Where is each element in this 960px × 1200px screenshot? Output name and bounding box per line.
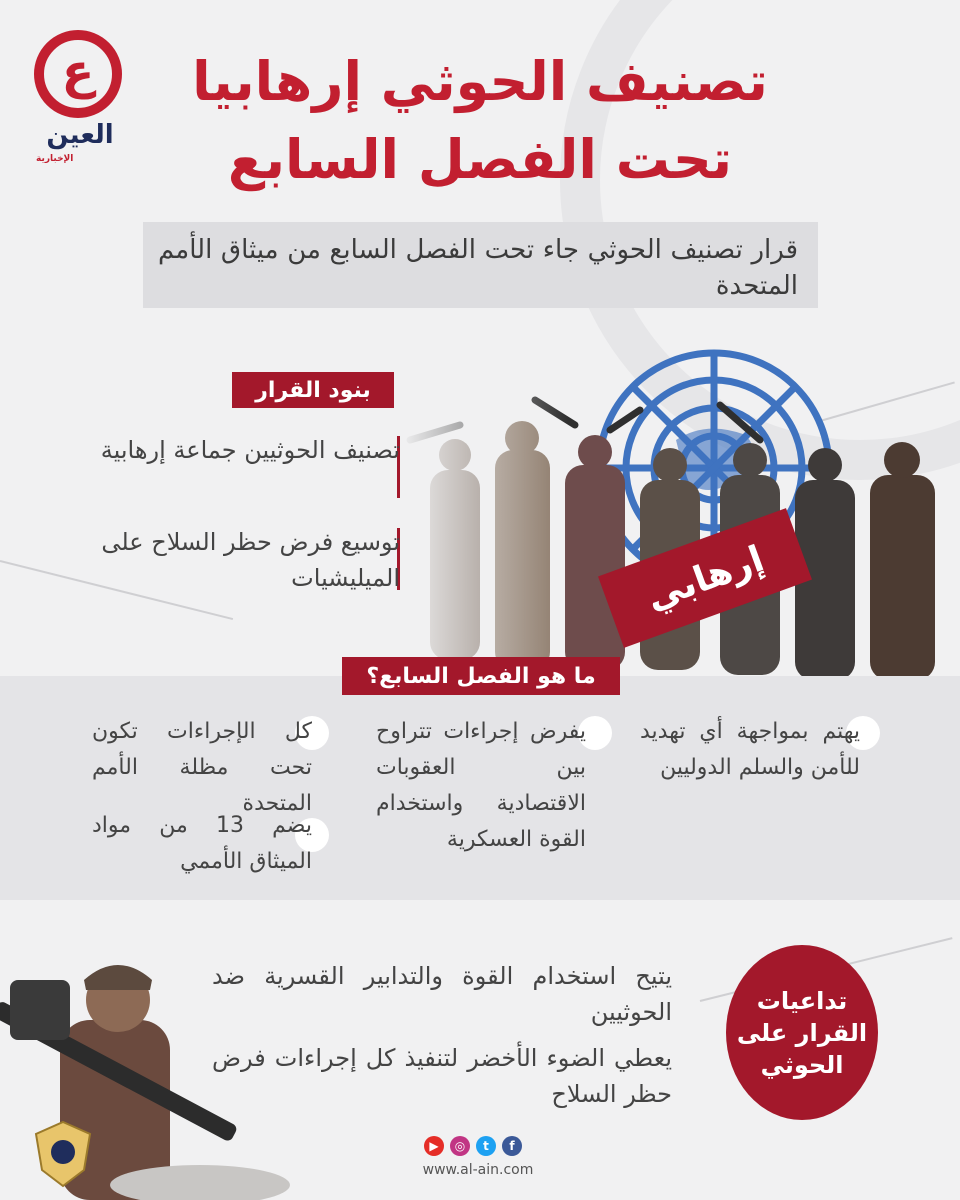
website-link[interactable]: www.al-ain.com bbox=[422, 1162, 534, 1178]
terms-heading: بنود القرار bbox=[232, 372, 394, 408]
fighters-photo bbox=[400, 330, 960, 690]
twitter-icon[interactable]: t bbox=[476, 1136, 496, 1156]
al-ain-logo bbox=[30, 30, 130, 165]
facebook-icon[interactable]: f bbox=[502, 1136, 522, 1156]
chapter-col-middle: يفرض إجراءات تتراوح بين العقوبات الاقتصادية واستخدام القوة العسكرية bbox=[376, 719, 586, 852]
logo-subtitle: الإخبارية bbox=[36, 154, 74, 164]
implications-heading-text: تداعيات القرار على الحوثي bbox=[736, 986, 868, 1079]
logo-glyph: ع bbox=[61, 44, 95, 100]
chapter-col-left-1: كل الإجراءات تكون تحت مظلة الأمم المتحدة bbox=[92, 719, 312, 816]
chapter-heading: ما هو الفصل السابع؟ bbox=[342, 657, 620, 695]
implication-item-2: يعطي الضوء الأخضر لتنفيذ كل إجراءات فرض حظر السلاح bbox=[212, 1044, 672, 1108]
page-title-line2: تحت الفصل السابع bbox=[227, 128, 733, 191]
logo-name: العين bbox=[46, 120, 114, 150]
term-item-1: تصنيف الحوثيين جماعة إرهابية bbox=[100, 436, 400, 464]
implications-heading bbox=[726, 945, 878, 1120]
page-title-line1: تصنيف الحوثي إرهابيا bbox=[192, 50, 768, 113]
intro-text: قرار تصنيف الحوثي جاء تحت الفصل السابع من ميثاق الأمم المتحدة bbox=[158, 235, 798, 301]
chapter-col-left-2: يضم 13 من مواد الميثاق الأممي bbox=[92, 813, 312, 874]
intro-box bbox=[143, 222, 818, 308]
social-links bbox=[424, 1136, 522, 1156]
watermark-emblem-icon bbox=[28, 1118, 98, 1190]
terrorist-stamp: إرهابي bbox=[598, 508, 812, 648]
instagram-icon[interactable]: ◎ bbox=[450, 1136, 470, 1156]
fighters-silhouettes bbox=[400, 330, 960, 690]
term-item-2: توسيع فرض حظر السلاح على الميليشيات bbox=[101, 528, 400, 592]
youtube-icon[interactable]: ▶ bbox=[424, 1136, 444, 1156]
logo-ring bbox=[34, 30, 122, 118]
implication-item-1: يتيح استخدام القوة والتدابير القسرية ضد الحوثيين bbox=[212, 962, 672, 1026]
chapter-col-right: يهتم بمواجهة أي تهديد للأمن والسلم الدوليين bbox=[640, 719, 860, 780]
